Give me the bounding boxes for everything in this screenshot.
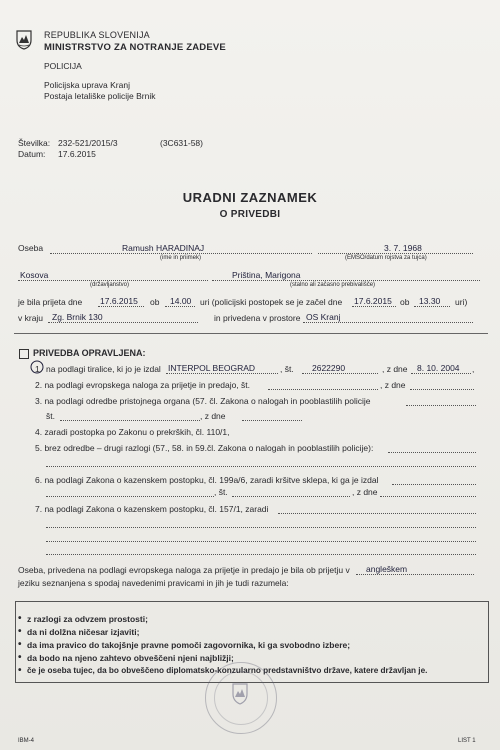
premises-label: in privedena v prostore (214, 313, 301, 323)
document-subtitle: O PRIVEDBI (219, 209, 281, 220)
arrest-text-3: uri (policijski postopek se je začel dne (200, 297, 343, 307)
right-item: • z razlogi za odvzem prostosti; (27, 614, 148, 624)
item-3-text: 3. na podlagi odredbe pristojnega organa (57. čl. Zakona o nalogah in pooblastilih policije (35, 396, 371, 406)
item-6-date-line (380, 496, 476, 497)
item-1-date: 8. 10. 2004 (417, 363, 460, 373)
page-label: LIST 1 (458, 738, 476, 744)
residence-caption: (stalno ali začasno prebivališče) (290, 282, 376, 288)
item-1-number-line (302, 373, 378, 374)
right-item: • če je oseba tujec, da bo obveščeno diplomatsko-konzularno predstavništvo države, katere državljan je. (27, 666, 427, 675)
item-6-issuer-line (46, 496, 214, 497)
date-value: 17.6.2015 (58, 149, 96, 159)
right-item: • da ima pravico do takojšnje pravne pomoči zagovornika, ki ga svobodno izbere; (27, 640, 350, 650)
person-dob: 3. 7. 1968 (384, 243, 422, 253)
header-police-directorate: Policijska uprava Kranj (44, 80, 130, 90)
header-ministry: MINISTRSTVO ZA NOTRANJE ZADEVE (44, 42, 226, 53)
item-1-date-line (411, 373, 471, 374)
item-7-line-4 (46, 554, 476, 555)
name-caption: (ime in priimek) (160, 255, 202, 261)
item-3-line (406, 405, 476, 406)
item-5-line-2 (46, 466, 476, 467)
premises-line (303, 322, 473, 323)
item-1-warrant-number: 2622290 (312, 363, 346, 373)
case-code: (3C631-58) (160, 138, 203, 148)
item-7-line-3 (46, 541, 476, 542)
arrest-text-2: ob (150, 297, 160, 307)
stamp-crest-icon (232, 683, 248, 705)
arrest-premises: OS Kranj (306, 312, 341, 322)
arrest-time: 14.00 (170, 296, 192, 306)
item-5-line-1 (388, 452, 476, 453)
item-1-number: 1. (35, 364, 43, 374)
item-3-text-b: št. (46, 411, 55, 421)
item-2-text-b: , z dne (380, 380, 406, 390)
arrest-date-line (98, 306, 144, 307)
item-2-number-line (268, 389, 378, 390)
arrest-text-1: je bila prijeta dne (18, 297, 83, 307)
person-name: Ramush HARADINAJ (122, 243, 205, 253)
item-2-text: 2. na podlagi evropskega naloga za prijetje in predajo, št. (35, 380, 251, 390)
item-1-text-d: , (472, 364, 475, 374)
item-1-issuer: INTERPOL BEOGRAD (168, 363, 256, 373)
item-7-text: 7. na podlagi Zakona o kazenskem postopku, čl. 157/1, zaradi (35, 504, 269, 514)
item-7-line-1 (278, 513, 476, 514)
item-6-number-line (232, 496, 350, 497)
name-line (50, 253, 312, 254)
slovenia-coat-of-arms-icon (16, 30, 32, 50)
header-police: POLICIJA (44, 61, 82, 71)
right-item: • da ni dolžna ničesar izjaviti; (27, 627, 139, 637)
item-1-text-b: , št. (280, 364, 294, 374)
item-7-line-2 (46, 527, 476, 528)
item-3-text-c: , z dne (200, 411, 226, 421)
dob-caption: (EMŠO/datum rojstva za tujca) (345, 255, 427, 261)
number-value: 232-521/2015/3 (58, 138, 118, 148)
header-republic: REPUBLIKA SLOVENIJA (44, 30, 150, 40)
arrest-date: 17.6.2015 (100, 296, 138, 306)
person-label: Oseba (18, 243, 44, 253)
place-line (48, 322, 198, 323)
date-label: Datum: (18, 149, 46, 159)
item-6-text-c: , z dne (352, 487, 378, 497)
procedure-time-line (414, 306, 450, 307)
procedure-time: 13.30 (419, 296, 441, 306)
notice-line-1: Oseba, privedena na podlagi evropskega naloga za prijetje in predajo je bila ob prijetju v (18, 565, 350, 575)
item-6-text: 6. na podlagi Zakona o kazenskem postopku, čl. 199a/6, zaradi kršitve sklepa, ki ga je izdal (35, 475, 379, 485)
notice-line-2: jeziku seznanjena s spodaj navedenimi pravicami in jih je tudi razumela: (18, 578, 289, 588)
arrest-place: Zg. Brnik 130 (52, 312, 103, 322)
arrest-text-5: uri) (455, 297, 468, 307)
item-2-date-line (410, 389, 474, 390)
section-heading: PRIVEDBA OPRAVLJENA: (33, 348, 146, 358)
language-line (356, 574, 474, 575)
item-4-text: 4. zaradi postopka po Zakonu o prekrških, čl. 110/1, (35, 427, 230, 437)
person-citizenship: Kosova (20, 270, 49, 280)
number-label: Številka: (18, 138, 51, 148)
residence-line (212, 280, 480, 281)
citizenship-line (18, 280, 208, 281)
form-code: IBM-4 (18, 738, 35, 744)
item-3-number-line (60, 420, 200, 421)
item-1-text-c: , z dne (382, 364, 408, 374)
notice-language: angleškem (366, 564, 408, 574)
item-1-text: na podlagi tiralice, ki jo je izdal (46, 364, 161, 374)
section-divider (14, 333, 488, 334)
procedure-date-line (352, 306, 396, 307)
right-item: • da bodo na njeno zahtevo obveščeni njeni najbližji; (27, 653, 234, 663)
procedure-date: 17.6.2015 (354, 296, 392, 306)
dob-line (318, 253, 473, 254)
arrest-time-line (165, 306, 195, 307)
item-6-text-b: , št. (214, 487, 228, 497)
item-5-text: 5. brez odredbe – drugi razlogi (57., 58. in 59.čl. Zakona o nalogah in pooblastilih policije): (35, 443, 374, 453)
arrest-text-4: ob (400, 297, 410, 307)
item-1-issuer-line (166, 373, 278, 374)
item-3-date-line (242, 420, 302, 421)
item-6-line-1 (392, 484, 476, 485)
place-label: v kraju (18, 313, 44, 323)
person-residence: Priština, Marigona (232, 270, 301, 280)
header-police-station: Postaja letališke policije Brnik (44, 91, 156, 101)
citizenship-caption: (državljanstvo) (90, 282, 130, 288)
document-title: URADNI ZAZNAMEK (182, 190, 318, 205)
checkbox[interactable] (19, 349, 29, 359)
